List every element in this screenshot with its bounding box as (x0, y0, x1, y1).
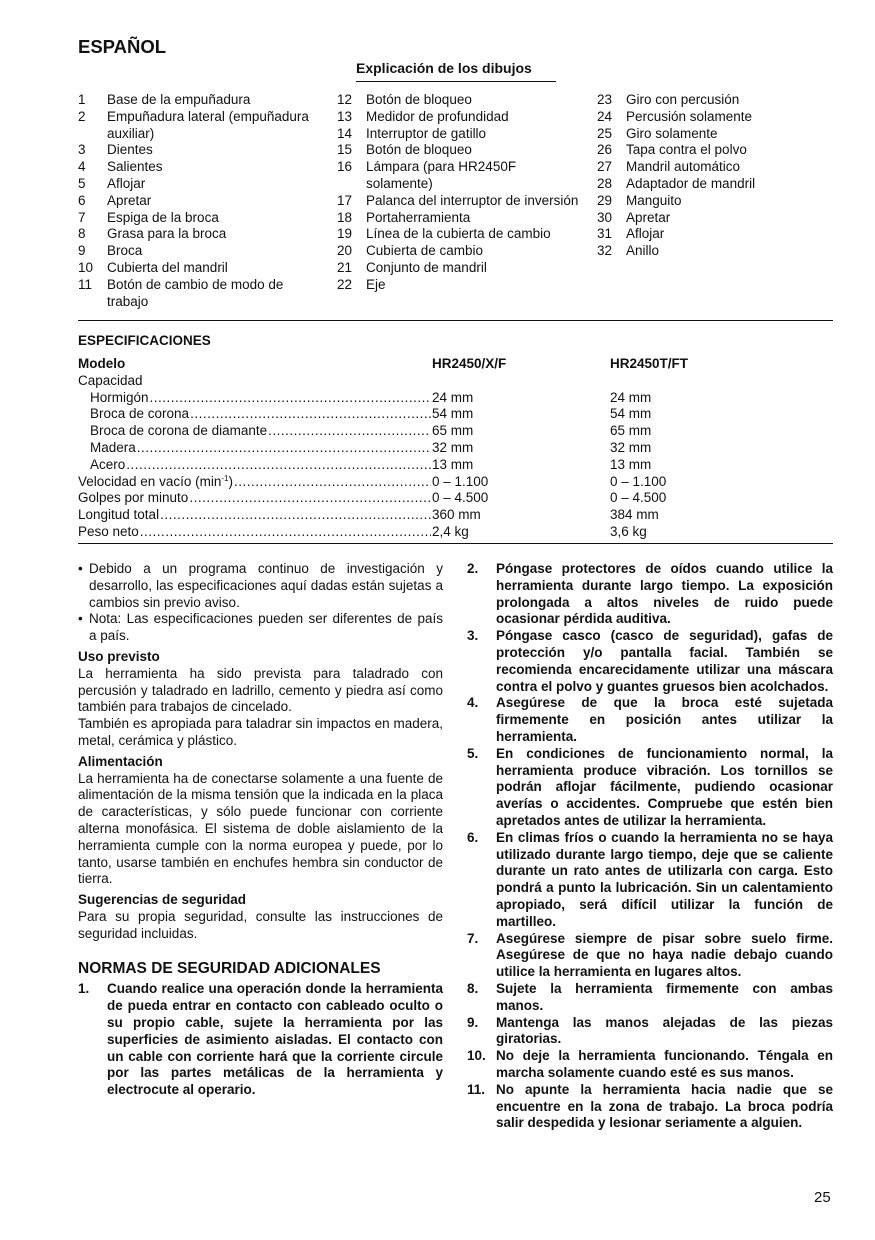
legend-item (597, 142, 837, 159)
power-supply-heading: Alimentación (78, 753, 163, 769)
safety-rule-text: Póngase protectores de oídos cuando utilice la herramienta durante largo tiempo. La exposición prolongada a altos niveles de ruido puede ocasionar pérdida auditiva. (496, 561, 833, 627)
legend-item (78, 109, 318, 143)
legend-item-label: Botón de cambio de modo de trabajo (107, 276, 284, 309)
legend-item-label: Lámpara (para HR2450F solamente) (366, 159, 517, 191)
spec-value-model-1: 54 mm (432, 406, 474, 422)
legend-item-number: 16 (337, 159, 353, 175)
legend-item (78, 142, 318, 159)
safety-tips-heading: Sugerencias de seguridad (78, 892, 247, 908)
intended-use-heading: Uso previsto (78, 648, 160, 664)
legend-item (597, 243, 837, 260)
safety-rule-text: No apunte la herramienta hacia nadie que se encuentre en la zona de trabajo. La broca podría salir despedida y lesionar seriamente a alguien. (496, 1081, 833, 1131)
intended-use-paragraph-2: También es apropiada para taladrar sin impactos en madera, metal, cerámica y plástico. (78, 716, 443, 748)
safety-rule-item (78, 981, 443, 1099)
legend-item (337, 92, 582, 109)
legend-item (597, 193, 837, 210)
section-divider (78, 543, 833, 544)
legend-item-label: Botón de bloqueo (366, 92, 472, 107)
dot-leader (126, 457, 431, 474)
legend-column-3 (597, 92, 837, 260)
spec-value-model-1: 0 – 1.100 (432, 473, 489, 489)
safety-rule-item (467, 1082, 833, 1132)
safety-rule-number: 3. (467, 628, 479, 644)
safety-rule-item (467, 628, 833, 695)
spec-value-model-2: 0 – 1.100 (610, 473, 667, 489)
legend-item-label: Giro con percusión (626, 92, 740, 107)
legend-item-label: Botón de bloqueo (366, 142, 472, 158)
legend-item (78, 243, 318, 260)
legend-item-number: 8 (78, 226, 86, 242)
legend-item-label: Interruptor de gatillo (366, 125, 487, 141)
legend-item-number: 1 (78, 92, 86, 107)
legend-item (597, 226, 837, 243)
legend-item (78, 193, 318, 210)
spec-value-model-2: 54 mm (610, 406, 652, 422)
specifications-table (78, 356, 838, 541)
legend-item (337, 109, 582, 126)
legend-item-label: Mandril automático (626, 159, 741, 175)
legend-item-label: Portaherramienta (366, 209, 471, 225)
legend-item (337, 193, 582, 210)
safety-rule-item (467, 830, 833, 931)
legend-item-label: Adaptador de mandril (626, 175, 756, 191)
legend-item-number: 31 (597, 226, 613, 242)
legend-item-number: 19 (337, 226, 353, 242)
legend-item-label: Manguito (626, 192, 682, 208)
spec-value-model-1: 32 mm (432, 439, 474, 455)
spec-row (78, 524, 838, 541)
spec-name-cell (78, 474, 431, 491)
safety-rule-text: Mantenga las manos alejadas de las piezas giratorias. (496, 1014, 833, 1047)
legend-item-label: Cubierta de cambio (366, 243, 484, 259)
legend-item-number: 30 (597, 209, 613, 225)
spec-label: Peso neto (78, 523, 139, 539)
legend-item-label: Base de la empuñadura (107, 92, 251, 107)
legend-item-number: 20 (337, 243, 353, 259)
spec-row (78, 423, 838, 440)
legend-item-number: 28 (597, 175, 613, 191)
legend-item (597, 126, 837, 143)
legend-item (78, 277, 318, 311)
spec-value-model-1: 24 mm (432, 389, 474, 405)
language-title: ESPAÑOL (78, 36, 167, 57)
spec-note-item (78, 561, 443, 611)
legend-item (337, 243, 582, 260)
spec-row (78, 457, 838, 474)
legend-item-number: 7 (78, 209, 86, 225)
legend-item-label: Broca (107, 243, 143, 259)
legend-item-number: 15 (337, 142, 353, 158)
dot-leader (137, 440, 431, 457)
safety-rule-number: 10. (467, 1048, 486, 1064)
legend-item-number: 11 (78, 276, 93, 292)
legend-item-number: 18 (337, 209, 353, 225)
legend-item-number: 25 (597, 125, 613, 141)
safety-rule-text: En condiciones de funcionamiento normal, la herramienta produce vibración. Los tornillos se podrán aflojar fácilmente, pudiendo ocasionar averías o accidentes. Compruebe que estén bien apretados antes de utilizar la herramienta. (496, 745, 833, 828)
safety-rule-number: 2. (467, 561, 479, 576)
specifications-title: ESPECIFICACIONES (78, 333, 211, 348)
legend-item (78, 159, 318, 176)
spec-row (78, 406, 838, 423)
spec-note-text: Debido a un programa continuo de investigación y desarrollo, las especificaciones aquí dadas están sujetas a cambios sin previo aviso. (89, 561, 443, 610)
spec-label: Madera (90, 439, 136, 455)
spec-value-model-2: 24 mm (610, 389, 652, 405)
legend-item (597, 159, 837, 176)
legend-item-number: 21 (337, 259, 353, 275)
safety-rule-item (467, 695, 833, 745)
safety-rules-list-right (467, 561, 833, 1132)
legend-item (337, 260, 582, 277)
dot-leader (234, 474, 431, 491)
safety-tips-paragraph: Para su propia seguridad, consulte las instrucciones de seguridad incluidas. (78, 908, 443, 941)
spec-row (78, 440, 838, 457)
additional-safety-rules-heading: NORMAS DE SEGURIDAD ADICIONALES (78, 959, 381, 977)
safety-rule-text: No deje la herramienta funcionando. Téngala en marcha solamente cuando esté es sus manos. (496, 1048, 833, 1080)
spec-name-cell (78, 490, 431, 507)
safety-rule-text: Cuando realice una operación donde la herramienta de pueda entrar en contacto con cableado oculto o su propio cable, sujete la herramienta por las superficies de asimiento aisladas. El contacto con un cable con corriente hará que la corriente circule por las partes metálicas de la herramienta y electrocute al operario. (107, 981, 443, 1098)
right-column (467, 561, 833, 1132)
legend-item-number: 6 (78, 192, 86, 208)
legend-item-number: 14 (337, 125, 353, 141)
legend-item (337, 159, 582, 193)
safety-rule-item (467, 1048, 833, 1082)
dot-leader (189, 490, 431, 507)
legend-item-number: 24 (597, 108, 613, 124)
spec-row (78, 490, 838, 507)
safety-rule-number: 11. (467, 1081, 486, 1097)
legend-item-number: 29 (597, 192, 613, 208)
legend-item-number: 13 (337, 108, 353, 124)
spec-capacity-row (78, 373, 838, 390)
spec-label: Hormigón (90, 389, 149, 405)
spec-value-model-1: 360 mm (432, 507, 481, 523)
legend-item (337, 126, 582, 143)
spec-row (78, 474, 838, 491)
spec-header-row (78, 356, 838, 373)
safety-rule-text: Póngase casco (casco de seguridad), gafas de protección y/o pantalla facial. También se recomienda encarecidamente utilizar una máscara contra el polvo y guantes gruesos bien acolchados. (496, 628, 833, 694)
legend-item-label: Percusión solamente (626, 108, 753, 124)
legend-item-label: Salientes (107, 159, 163, 175)
safety-rule-number: 4. (467, 695, 479, 711)
legend-column-1 (78, 92, 318, 310)
bullet-icon: • (78, 561, 83, 576)
legend-item (78, 226, 318, 243)
legend-item-label: Apretar (626, 209, 671, 225)
legend-item-number: 5 (78, 175, 86, 191)
legend-title: Explicación de los dibujos (356, 60, 556, 82)
legend-item (337, 210, 582, 227)
spec-value-model-2: 384 mm (610, 507, 659, 523)
legend-item-label: Medidor de profundidad (366, 108, 509, 124)
safety-rules-list-left (78, 981, 443, 1099)
legend-item (78, 260, 318, 277)
legend-item-number: 22 (337, 276, 353, 292)
legend-item-label: Grasa para la broca (107, 226, 227, 242)
legend-item-number: 10 (78, 259, 94, 275)
legend-item-label: Apretar (107, 192, 152, 208)
spec-label: Acero (90, 456, 126, 472)
spec-note-item (78, 611, 443, 645)
legend-item (337, 142, 582, 159)
spec-notes-list (78, 561, 443, 645)
spec-value-model-2: 3,6 kg (610, 523, 647, 539)
legend-item (597, 92, 837, 109)
legend-item-number: 3 (78, 142, 86, 158)
spec-value-model-2: 0 – 4.500 (610, 490, 667, 506)
legend-item-number: 12 (337, 92, 353, 107)
safety-rule-number: 8. (467, 980, 479, 996)
spec-label: Broca de corona (90, 406, 190, 422)
left-column (78, 561, 443, 1099)
spec-name-cell (78, 457, 431, 474)
safety-rule-item (467, 981, 833, 1015)
legend-item-number: 4 (78, 159, 86, 175)
legend-item (78, 210, 318, 227)
legend-item (597, 176, 837, 193)
bullet-icon: • (78, 611, 83, 627)
spec-name-cell (78, 507, 431, 524)
legend-item (337, 277, 582, 294)
legend-item-number: 9 (78, 243, 86, 259)
safety-rule-number: 9. (467, 1014, 479, 1030)
spec-model-label: Modelo (78, 356, 126, 371)
spec-value-model-2: 32 mm (610, 439, 652, 455)
spec-name-cell (78, 406, 431, 423)
legend-item-label: Conjunto de mandril (366, 259, 487, 275)
legend-item-label: Palanca del interruptor de inversión (366, 192, 579, 208)
legend-item (337, 226, 582, 243)
legend-column-2 (337, 92, 582, 294)
dot-leader (140, 524, 431, 541)
spec-row (78, 507, 838, 524)
legend-item (78, 92, 318, 109)
legend-item-label: Empuñadura lateral (empuñadura auxiliar) (107, 108, 309, 141)
spec-model-1: HR2450/X/F (432, 356, 507, 371)
safety-rule-number: 6. (467, 829, 479, 845)
spec-value-model-2: 65 mm (610, 423, 652, 439)
safety-rule-number: 1. (78, 981, 90, 997)
spec-name-cell (78, 423, 431, 440)
legend-item-label: Aflojar (626, 226, 665, 242)
legend-item-number: 2 (78, 108, 86, 124)
legend-item-label: Espiga de la broca (107, 209, 219, 225)
legend-item-label: Giro solamente (626, 125, 718, 141)
spec-label-superscript: -1 (221, 473, 229, 483)
safety-rule-item (467, 1015, 833, 1049)
spec-value-model-1: 0 – 4.500 (432, 490, 489, 506)
legend-item-number: 23 (597, 92, 613, 107)
safety-rule-item (467, 931, 833, 981)
legend-item-number: 27 (597, 159, 613, 175)
spec-label: Velocidad en vacío $(\min^{-1})$ (78, 473, 233, 489)
spec-note-text: Nota: Las especificaciones pueden ser diferentes de país a país. (89, 611, 443, 644)
spec-value-model-2: 13 mm (610, 456, 652, 472)
dot-leader (150, 390, 431, 407)
spec-label: Longitud total (78, 507, 160, 523)
legend-item-label: Aflojar (107, 175, 146, 191)
legend-item-number: 32 (597, 243, 613, 259)
legend-item-label: Cubierta del mandril (107, 259, 228, 275)
safety-rule-item (467, 746, 833, 830)
legend-item-label: Anillo (626, 243, 660, 259)
legend-item-label: Eje (366, 276, 386, 292)
spec-name-cell (78, 390, 431, 407)
dot-leader (190, 406, 431, 423)
safety-rule-text: Asegúrese de que la broca esté sujetada firmemente en posición antes utilizar la herramienta. (496, 695, 833, 744)
legend-item-label: Tapa contra el polvo (626, 142, 747, 158)
safety-rule-text: Sujete la herramienta firmemente con ambas manos. (496, 980, 833, 1013)
legend-item-number: 26 (597, 142, 613, 158)
spec-capacity-label: Capacidad (78, 372, 143, 388)
power-supply-paragraph: La herramienta ha de conectarse solamente a una fuente de alimentación de la misma tensión que la indicada en la placa de características, y sólo puede funcionar con corriente alterna monofásica. El sistema de doble aislamiento de la herramienta cumple con la norma europea y puede, por lo tanto, usarse también en enchufes hembra sin conductor de tierra. (78, 770, 443, 887)
spec-row (78, 390, 838, 407)
legend-item-label: Dientes (107, 142, 153, 158)
legend-item (597, 109, 837, 126)
safety-rule-number: 7. (467, 930, 479, 946)
legend-item-label: Línea de la cubierta de cambio (366, 226, 551, 242)
legend-item (78, 176, 318, 193)
spec-value-model-1: 2,4 kg (432, 523, 469, 539)
page-number: 25 (814, 1189, 831, 1206)
spec-label: Golpes por minuto (78, 490, 189, 506)
spec-name-cell (78, 524, 431, 541)
safety-rule-text: En climas fríos o cuando la herramienta no se haya utilizado durante largo tiempo, deje que se caliente durante un rato antes de utilizarla con carga. Esto pondrá a punto la lubricación. Sin un calentamiento apropiado, será difícil utilizar la función de martilleo. (496, 829, 833, 929)
legend-item-number: 17 (337, 192, 353, 208)
spec-model-2: HR2450T/FT (610, 356, 689, 371)
spec-name-cell (78, 440, 431, 457)
spec-value-model-1: 13 mm (432, 456, 474, 472)
spec-label: Broca de corona de diamante (90, 423, 268, 439)
legend-item (597, 210, 837, 227)
dot-leader (160, 507, 431, 524)
intended-use-paragraph-1: La herramienta ha sido prevista para taladrado con percusión y taladrado en ladrillo, cemento y piedra así como también para trabajos de cincelado. (78, 665, 443, 715)
safety-rule-number: 5. (467, 745, 479, 761)
section-divider (78, 320, 833, 321)
safety-rule-item (467, 561, 833, 628)
safety-rule-text: Asegúrese siempre de pisar sobre suelo firme. Asegúrese de que no haya nadie debajo cuando utilice la herramienta en lugares altos. (496, 930, 833, 980)
dot-leader (268, 423, 431, 440)
spec-value-model-1: 65 mm (432, 423, 474, 439)
